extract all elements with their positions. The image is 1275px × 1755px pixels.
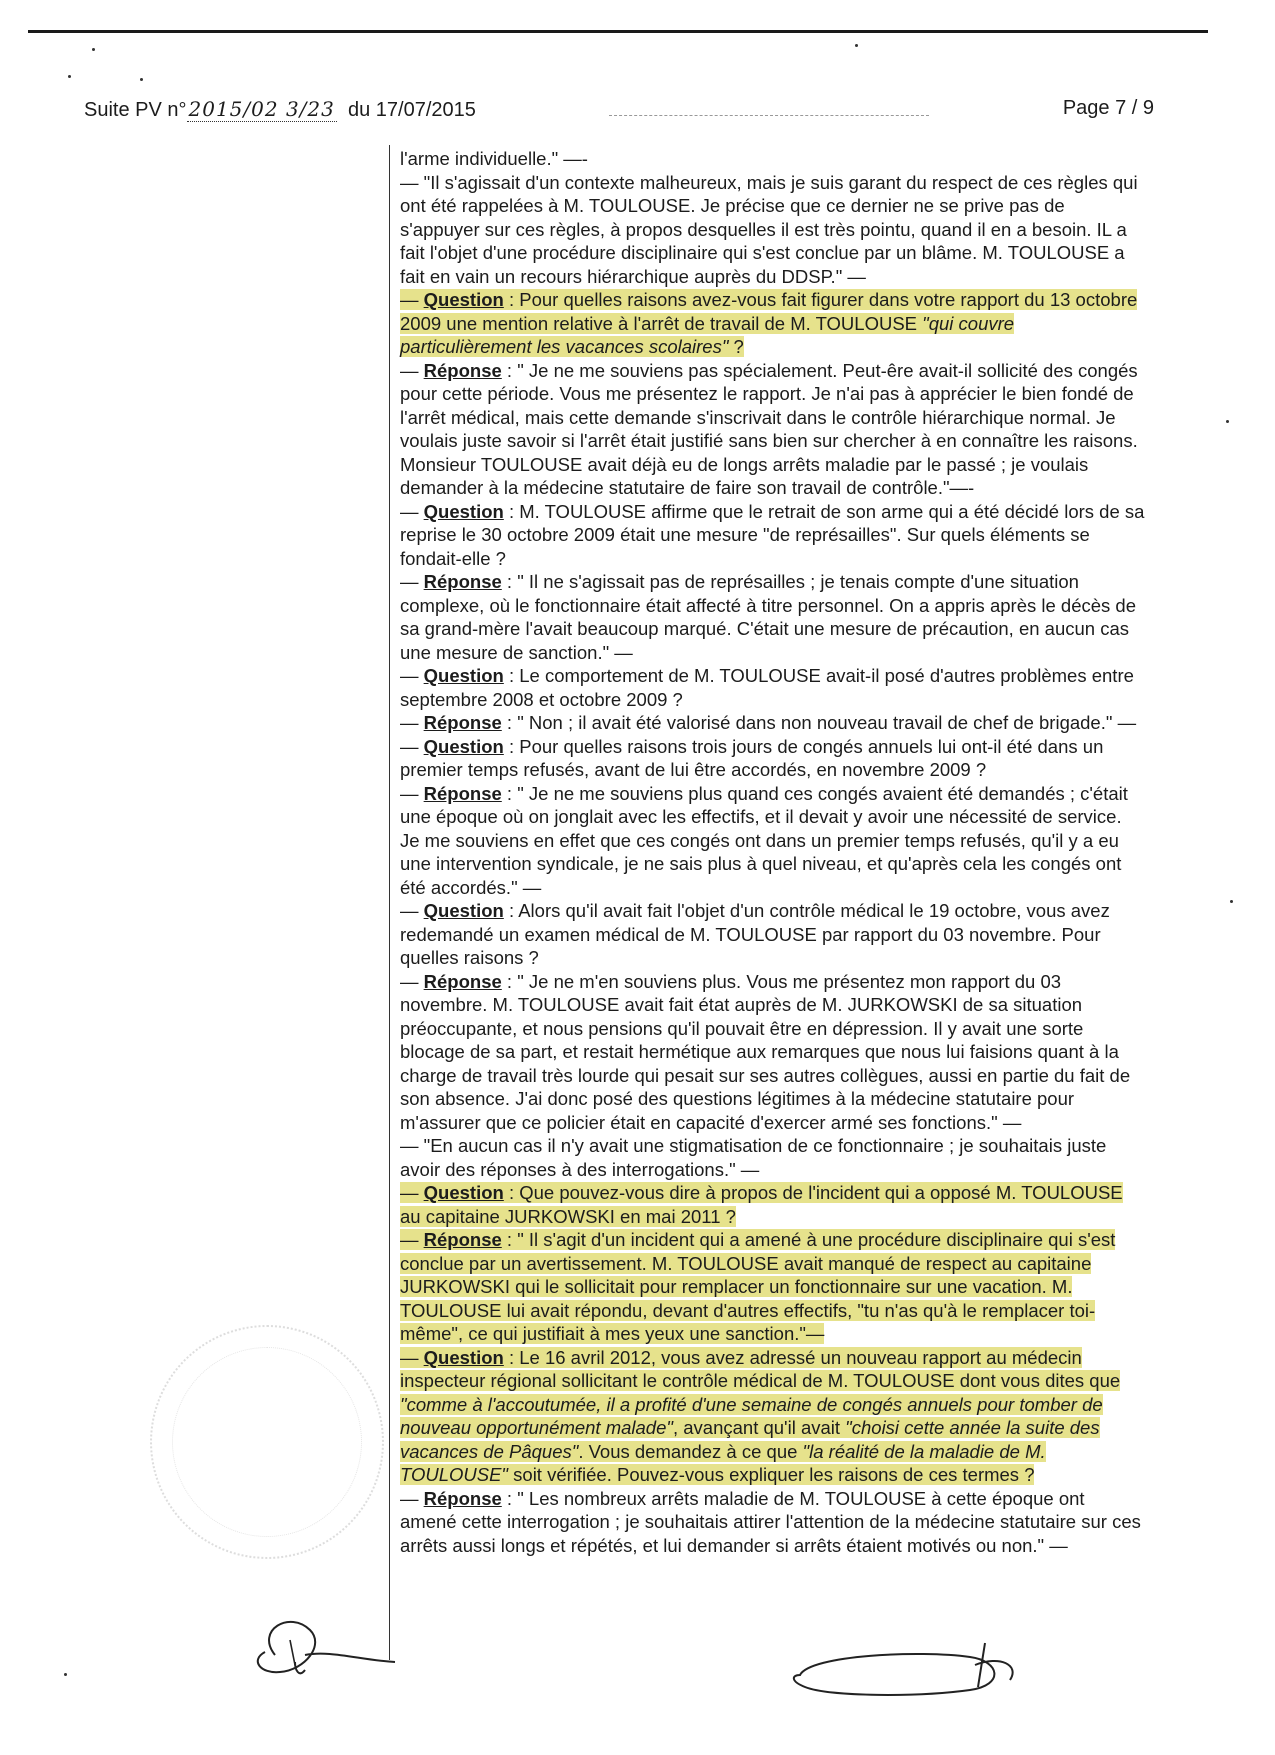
pv-prefix: Suite PV n° [84,99,187,121]
dash: — [400,1487,424,1509]
answer-block [400,782,1145,900]
question-text: . Vous demandez à ce que [578,1440,803,1462]
answer-block [400,1228,1145,1346]
paragraph [400,171,1145,289]
answer-label: Réponse [423,782,502,804]
separator: : [501,1487,518,1509]
answer-label: Réponse [423,571,502,592]
dash: — [400,712,424,733]
highlight [400,1347,1120,1486]
answer-block [400,359,1145,500]
dash: — [400,1346,424,1368]
question-block [400,735,1145,782]
top-rule [28,30,1208,33]
paragraph-text: — "En aucun cas il n'y avait une stigmatisation de ce fonctionnaire ; je souhaitais juste avoir des réponses à des interrogations." — [400,1135,1107,1180]
scan-speck [64,1673,67,1676]
dash: — [400,782,424,804]
answer-text: " Les nombreux arrêts maladie de M. TOULOUSE à cette époque ont amené cette interrogation ; je souhaitais attirer l'attention de la médecine statutaire sur ces arrêts aussi longs et répétés, et lui demander si arrêts étaient motivés ou non." — [400,1487,1141,1556]
page-number: Page 7 / 9 [1062,97,1154,119]
answer-text: " Je ne me souviens pas spécialement. Peut-êre avait-il sollicité des congés pour cette période. Vous me présentez le rapport. Je n'ai pas à apprécier le bien fondé de l'arrêt médical, mais cette demande s'inscrivait dans le contrôle hiérarchique normal. Je voulais juste savoir si l'arrêt était justifié sans bien sur chercher à en connaître les raisons. Monsieur TOULOUSE avait déjà eu de longs arrêts maladie par le passé ; je voulais demander à la médecine statutaire de faire son travail de contrôle."—- [400,359,1138,498]
answer-label: Réponse [423,970,502,992]
answer-block [400,570,1145,664]
answer-text: " Il s'agit d'un incident qui a amené à une procédure disciplinaire qui s'est conclue par un avertissement. M. TOULOUSE avait manqué de respect au capitaine JURKOWSKI qui le sollicitait pour remplacer un fonctionnaire sur une vacation. M. TOULOUSE lui avait répondu, devant d'autres effectifs, "tu n'as qu'à le remplacer toi-même", ce qui justifiait à mes yeux une sanction."— [400,1229,1116,1344]
separator: : [501,571,518,592]
separator: : [503,1346,520,1368]
scan-speck [855,44,858,47]
dash: — [400,500,424,522]
separator: : [503,900,519,921]
question-label: Question [423,289,504,310]
answer-text: " Je ne me souviens plus quand ces congés avaient été demandés ; c'était une époque où on jonglait avec les effectifs, et il devait y avoir une nécessité de service. Je me souviens en effet que ces congés ont dans un premier temps refusés, qu'il y a eu une intervention syndicale, je ne sais plus à quel niveau, et qu'après cela les congés ont été accordés." — [400,782,1128,898]
answer-text: " Il ne s'agissait pas de représailles ; je tenais compte d'une situation complexe, où le fonctionnaire était affecté à titre personnel. On a appris après le décès de sa grand-mère l'avait beaucoup marqué. C'était une mesure de précaution, en aucun cas une mesure de sanction." — [400,571,1136,663]
highlight [400,289,1137,357]
separator: : [501,359,518,381]
dash: — [400,665,424,686]
quoted-text: "choisi cette année la suite des vacances de Pâques" [400,1417,1100,1462]
answer-text: " Je ne m'en souviens plus. Vous me présentez mon rapport du 03 novembre. M. TOULOUSE avait fait état auprès de M. JURKOWSKI de sa situation préoccupante, et nous pensions qu'il pouvait être en dépression. Il y avait une sorte blocage de sa part, et restait hermétique aux remarques que nous lui faisions quant à la charge de travail très lourde qui pesait sur ses autres collègues, aussi en partie du fait de son absence. J'ai donc posé des questions légitimes à la médecine statutaire pour m'assurer que ce policier était en capacité d'exercer armé ses fonctions." — [400,970,1131,1133]
dash: — [400,359,424,381]
pv-reference [84,97,476,122]
question-text: Que pouvez-vous dire à propos de l'incident qui a opposé M. TOULOUSE au capitaine JURKOWSKI en mai 2011 ? [400,1182,1123,1227]
question-end: ? [728,336,744,357]
question-block [400,664,1145,711]
question-text: Pour quelles raisons trois jours de congés annuels lui ont-il été dans un premier temps refusés, avant de lui être accordés, en novembre 2009 ? [400,735,1104,780]
header-dotted-line [609,115,929,116]
separator: : [501,712,518,733]
scan-speck [140,78,143,81]
paragraph [400,147,1145,171]
question-label: Question [423,500,504,522]
faded-stamp [150,1325,384,1559]
margin-rule [389,145,390,1660]
dash: — [400,735,424,757]
question-text: M. TOULOUSE affirme que le retrait de son arme qui a été décidé lors de sa reprise le 30 octobre 2009 était une mesure "de représailles". Sur quels éléments se fondait-elle ? [400,500,1145,569]
question-label: Question [423,1346,504,1368]
scan-speck [92,48,95,51]
dash: — [400,900,424,921]
separator: : [503,735,520,757]
pv-number: 2015/02 3/23 [188,97,335,121]
answer-block [400,1487,1145,1558]
paragraph-text: — "Il s'agissait d'un contexte malheureux, mais je suis garant du respect de ces règles qui ont été rappelées à M. TOULOUSE. Je précise que ce dernier ne se prive pas de s'appuyer sur ces règles, à propos desquelles il est très pointu, quand il en a besoin. IL a fait l'objet d'une procédure disciplinaire qui s'est conclue par un blâme. M. TOULOUSE a fait en vain un recours hiérarchique auprès du DDSP." — [400,171,1138,287]
answer-label: Réponse [423,359,502,381]
dash: — [400,970,424,992]
separator: : [501,1229,518,1250]
question-block [400,1181,1145,1228]
answer-block [400,970,1145,1135]
question-label: Question [423,900,504,921]
separator: : [503,665,520,686]
answer-text: " Non ; il avait été valorisé dans non nouveau travail de chef de brigade." — [517,712,1137,733]
separator: : [503,500,520,522]
dash: — [400,1229,424,1250]
quoted-text: "comme à l'accoutumée, il a profité d'une semaine de congés annuels pour tomber de nouveau opportunément malade" [400,1393,1103,1438]
question-text: Pour quelles raisons avez-vous fait figurer dans votre rapport du 13 octobre 2009 une mention relative à l'arrêt de travail de M. TOULOUSE [400,289,1138,334]
document-body [400,147,1145,1557]
quoted-text: "qui couvre particulièrement les vacances scolaires" [400,312,1015,357]
question-text: Alors qu'il avait fait l'objet d'un contrôle médical le 19 octobre, vous avez redemandé un examen médical de M. TOULOUSE par rapport du 03 novembre. Pour quelles raisons ? [400,900,1110,968]
answer-label: Réponse [423,712,502,733]
scan-speck [68,75,71,78]
scan-speck [1230,900,1233,903]
answer-label: Réponse [423,1229,502,1250]
signature-left [235,1600,405,1690]
signature-right [770,1635,1060,1705]
question-text: Le 16 avril 2012, vous avez adressé un nouveau rapport au médecin inspecteur régional sollicitant le contrôle médical de M. TOULOUSE dont vous dites que [400,1346,1121,1391]
question-block [400,500,1145,571]
question-label: Question [423,735,504,757]
pv-date: du 17/07/2015 [347,99,476,121]
separator: : [501,970,518,992]
separator: : [501,782,518,804]
question-text: Le comportement de M. TOULOUSE avait-il posé d'autres problèmes entre septembre 2008 et octobre 2009 ? [400,665,1134,710]
question-block [400,288,1145,359]
question-block [400,1346,1145,1487]
dash: — [400,289,424,310]
dash: — [400,1182,424,1203]
question-block [400,899,1145,970]
separator: : [503,1182,520,1203]
paragraph-text: l'arme individuelle." —- [400,148,588,169]
dash: — [400,571,424,592]
quoted-text: "la réalité de la maladie de M. TOULOUSE" [400,1440,1046,1485]
question-text: , avançant qu'il avait [672,1417,846,1438]
question-label: Question [423,665,504,686]
question-text: soit vérifiée. Pouvez-vous expliquer les raisons de ces termes ? [508,1464,1035,1485]
question-label: Question [423,1182,504,1203]
separator: : [503,289,520,310]
highlight [400,1182,1123,1227]
scan-speck [1226,420,1229,423]
paragraph [400,1134,1145,1181]
answer-label: Réponse [423,1487,502,1509]
highlight [400,1229,1115,1344]
answer-block [400,711,1145,735]
